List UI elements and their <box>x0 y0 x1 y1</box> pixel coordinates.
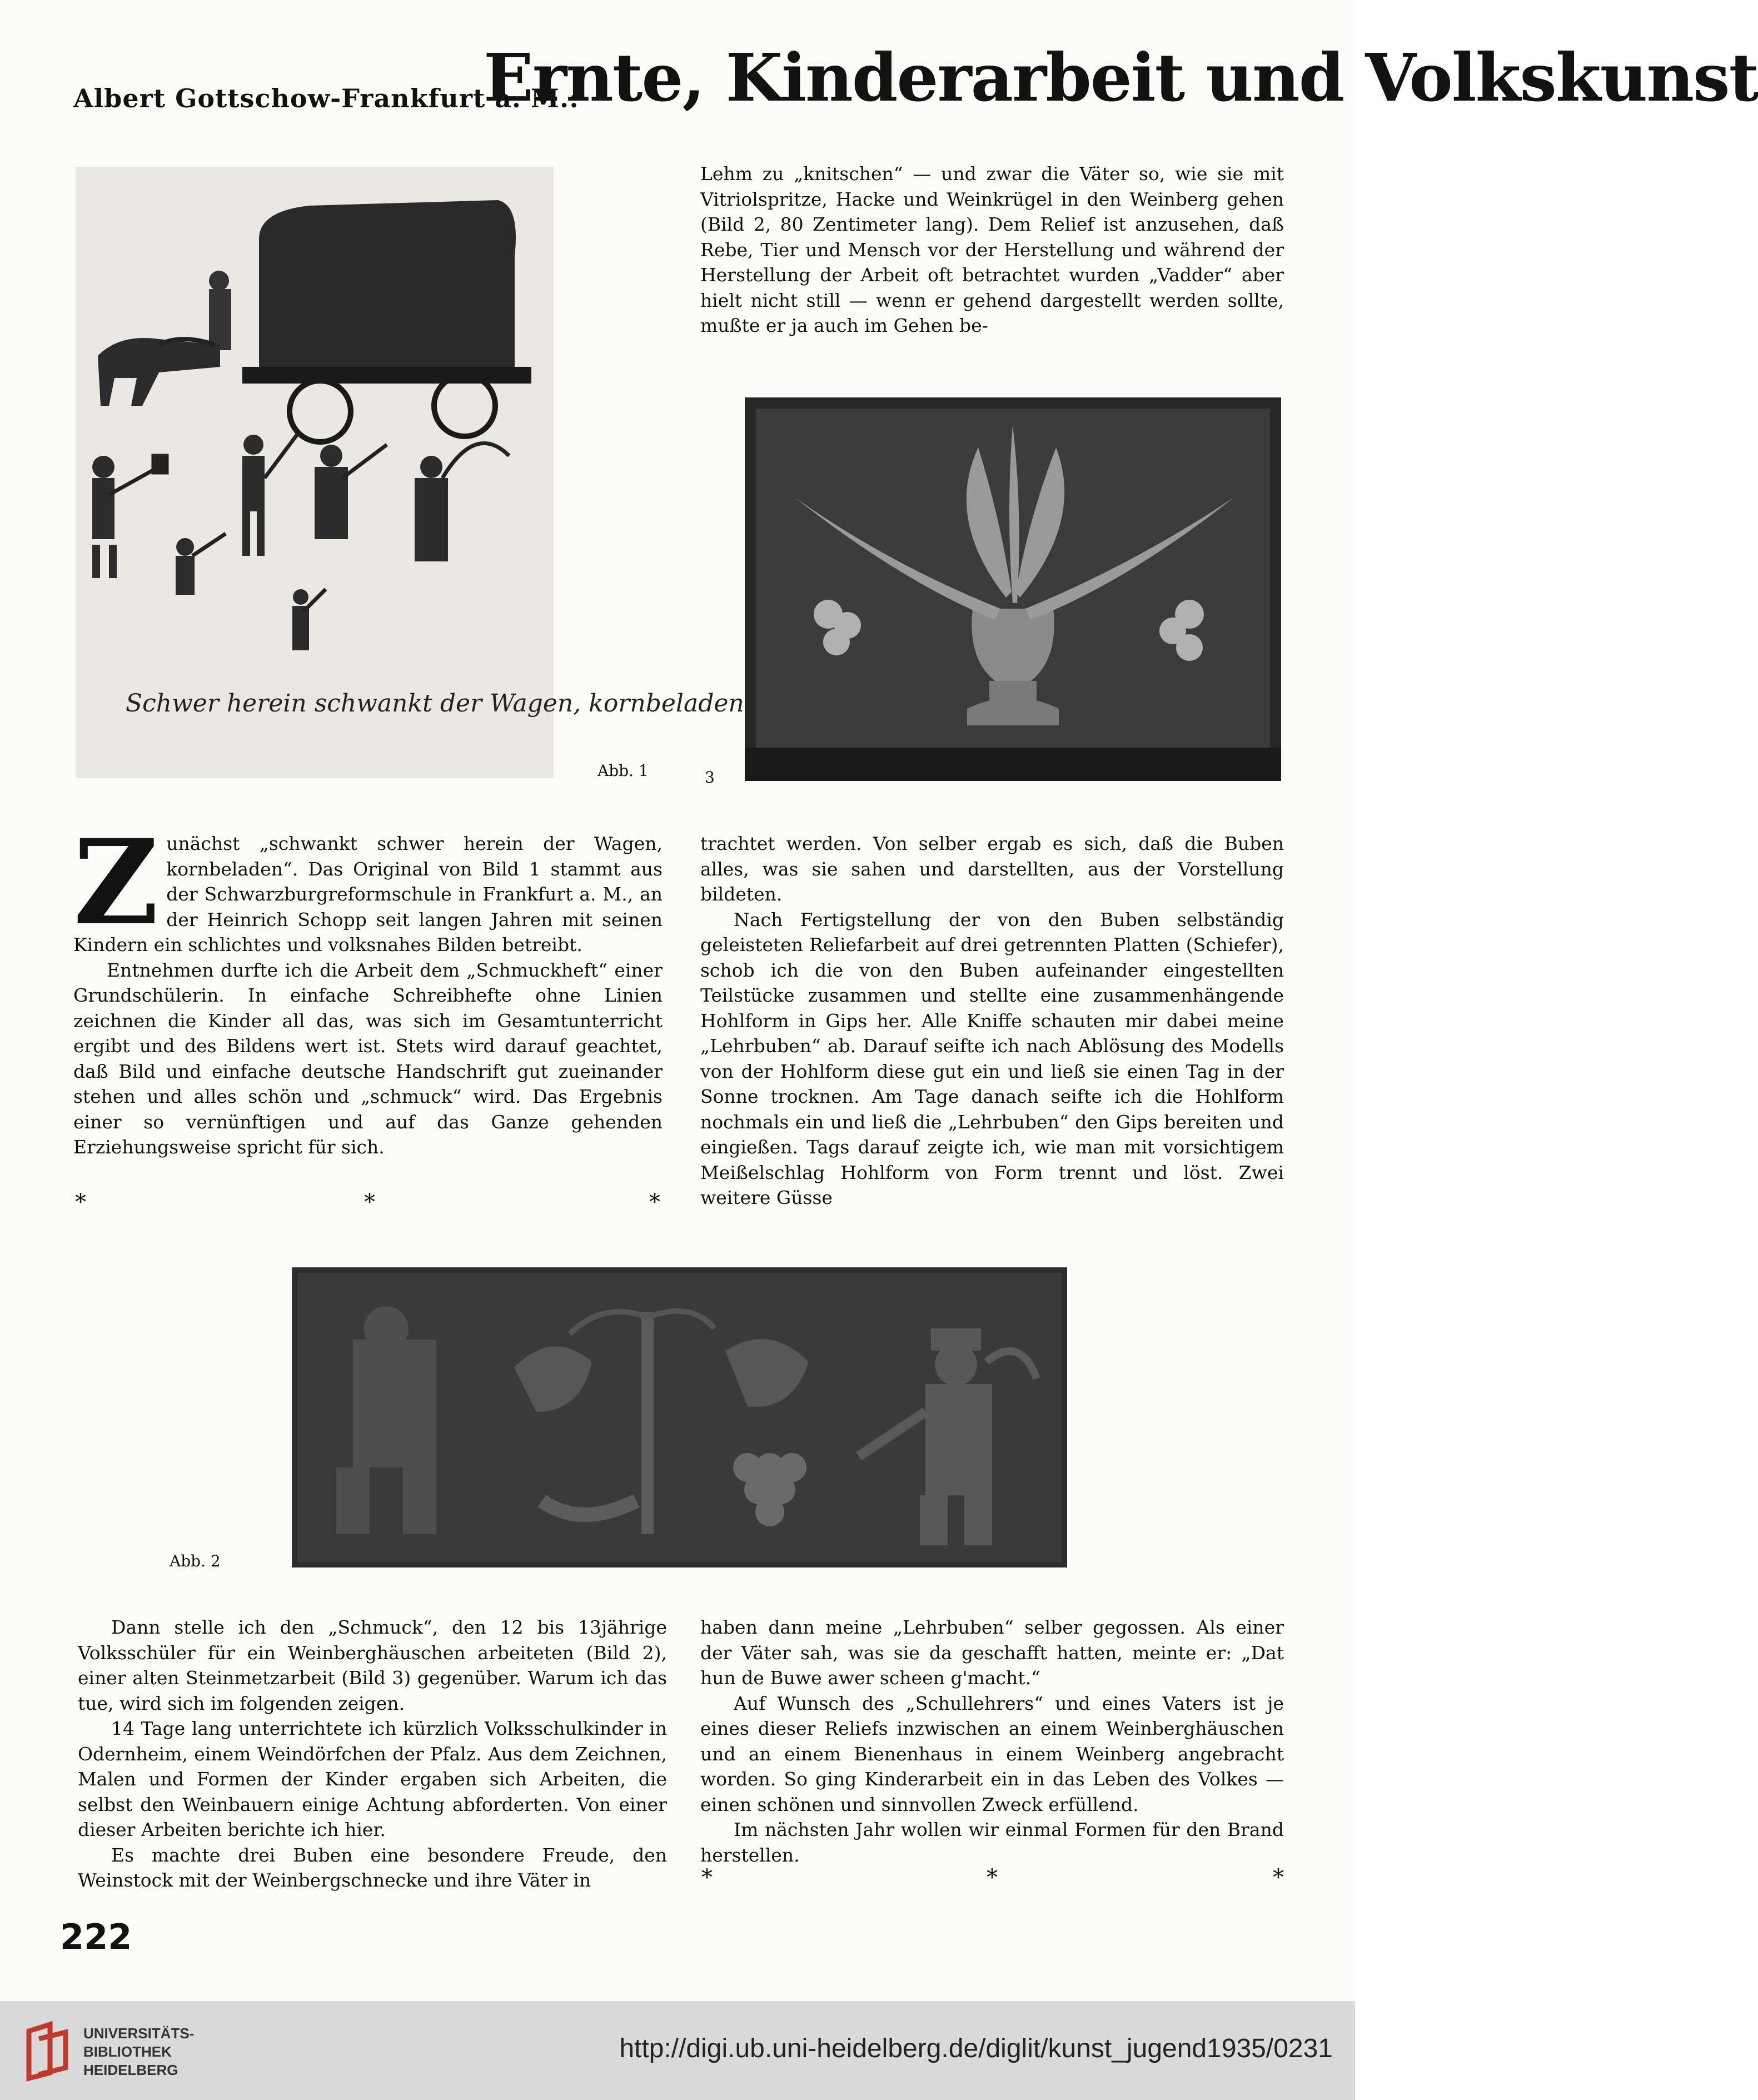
stone-relief-photo <box>745 397 1281 781</box>
figure-2-children-relief <box>292 1267 1067 1567</box>
column-left-bottom <box>78 1615 667 1893</box>
paragraph-intro <box>73 814 663 958</box>
paragraph-naechstes-jahr: Im nächsten Jahr wollen wir einmal Formen für den Brand herstellen. <box>700 1819 1284 1866</box>
article-title: Ernte, Kinderarbeit und Volkskunst <box>484 39 1758 116</box>
figure-3-caption: 3 <box>705 768 715 787</box>
vineyard-relief-photo <box>292 1267 1067 1567</box>
paragraph-weinberghaeuschen: Auf Wunsch des „Schullehrers“ und eines Vaters ist je eines dieser Reliefs inzwischen an einem Weinberghäuschen und an einem Bienenhaus in einem Weinberg angebracht worden. So ging Kinderarbeit ein in das Leben des Volkes — einen schönen und sinnvollen Zweck erfüllend. <box>700 1692 1284 1815</box>
paragraph-continuation: Lehm zu „knitschen“ — und zwar die Väter so, wie sie mit Vitriolspritze, Hacke und Weinkrügel in den Weinberg gehen (Bild 2, 80 Zentimeter lang). Dem Relief ist anzusehen, daß Rebe, Tier und Mensch vor der Herstellung und während der Herstellung der Arbeit oft betrachtet wurden „Vadder“ aber hielt nicht still — wenn er gehend dargestellt werden sollte, mußte er ja auch im Gehen be- <box>700 163 1284 336</box>
university-library-logo-icon <box>22 2020 72 2081</box>
separator-star-1: * <box>75 1190 86 1215</box>
paragraph-lehrbuben: haben dann meine „Lehrbuben“ selber gegossen. Als einer der Väter sah, was sie da geschafft hatten, meinte er: „Dat hun de Buwe awer scheen g'macht.“ <box>700 1616 1284 1689</box>
separator-star-2: * <box>364 1190 375 1215</box>
column-right-middle <box>700 831 1284 1211</box>
paragraph-schmuckheft: Entnehmen durfte ich die Arbeit dem „Schmuckheft“ einer Grundschülerin. In einfache Schreibhefte ohne Linien zeichnen die Kinder all das, was sich im Gesamtunterricht ergibt und des Bildens wert ist. Stets wird darauf geachtet, daß Bild und einfache deutsche Handschrift gut zueinander stehen und alles schön und „schmuck“ wird. Das Ergebnis einer so vernünftigen und auf das Ganze gehenden Erziehungsweise spricht für sich. <box>73 959 663 1158</box>
article-author: Albert Gottschow-Frankfurt a. M.: <box>73 83 579 113</box>
column-left-middle <box>73 814 663 1160</box>
figure-1-caption: Abb. 1 <box>597 762 649 780</box>
separator-star-5: * <box>987 1865 998 1890</box>
page-number: 222 <box>60 1917 132 1957</box>
column-right-bottom <box>700 1615 1284 1868</box>
figure-2-caption: Abb. 2 <box>170 1552 221 1570</box>
paragraph-drei-buben: Es machte drei Buben eine besondere Freude, den Weinstock mit der Weinbergschnecke und ihre Väter in <box>78 1844 667 1891</box>
drop-cap: Z <box>73 814 159 951</box>
separator-star-4: * <box>701 1865 713 1890</box>
paragraph-reliefarbeit: Nach Fertigstellung der von den Buben selbständig geleisteten Reliefarbeit auf drei getrennten Platten (Schiefer), schob ich die von den Buben aufeinander eingestellten Teilstücke zusammen und stellte eine zusammenhängende Hohlform in Gips her. Alle Kniffe schauten mir dabei meine „Lehrbuben“ ab. Darauf seifte ich nach Ablösung des Modells von der Hohlform diese gut ein und ließ sie einen Tag in der Sonne trocknen. Am Tage danach seifte ich die Hohlform nochmals ein und ließ die „Lehrbuben“ den Gips bereiten und eingießen. Tags darauf zeigte ich, wie man mit vorsichtigem Meißelschlag Hohlform von Form trennt und löst. Zwei weitere Güsse <box>700 908 1284 1208</box>
paragraph-schmuck: Dann stelle ich den „Schmuck“, den 12 bis 13jährige Volksschüler für ein Weinberghäuschen arbeiteten (Bild 2), einer alten Steinmetzarbeit (Bild 3) gegenüber. Warum ich das tue, wird sich im folgenden zeigen. <box>78 1616 667 1714</box>
drawing-handwritten-caption: Schwer herein schwankt der Wagen, kornbeladen <box>126 689 744 718</box>
figure-3-stone-relief <box>745 397 1281 781</box>
separator-star-6: * <box>1273 1865 1284 1890</box>
university-library-name: UNIVERSITÄTS- BIBLIOTHEK HEIDELBERG <box>83 2025 195 2078</box>
separator-star-3: * <box>649 1190 660 1215</box>
paragraph-odernheim: 14 Tage lang unterrichtete ich kürzlich Volksschulkinder in Odernheim, einem Weindörfchen der Pfalz. Aus dem Zeichnen, Malen und Formen der Kinder ergaben sich Arbeiten, die selbst den Weinbauern einige Achtung abforderten. Von einer dieser Arbeiten berichte ich hier. <box>78 1718 667 1840</box>
column-right-top <box>700 161 1284 339</box>
paragraph-continuation-2: trachtet werden. Von selber ergab es sich, daß die Buben alles, was sie sahen und darstellten, aus der Vorstellung bildeten. <box>700 833 1284 905</box>
digitization-footer <box>0 2001 1355 2100</box>
paragraph-intro-text: unächst „schwankt schwer herein der Wagen, kornbeladen“. Das Original von Bild 1 stammt aus der Schwarzburgreformschule in Frankfurt a. M., an der Heinrich Schopp seit langen Jahren mit seinen Kindern ein schlichtes und volksnahes Bilden betreibt. <box>73 833 663 956</box>
source-url-link[interactable]: http://digi.ub.uni-heidelberg.de/diglit/kunst_jugend1935/0231 <box>619 2034 1333 2063</box>
